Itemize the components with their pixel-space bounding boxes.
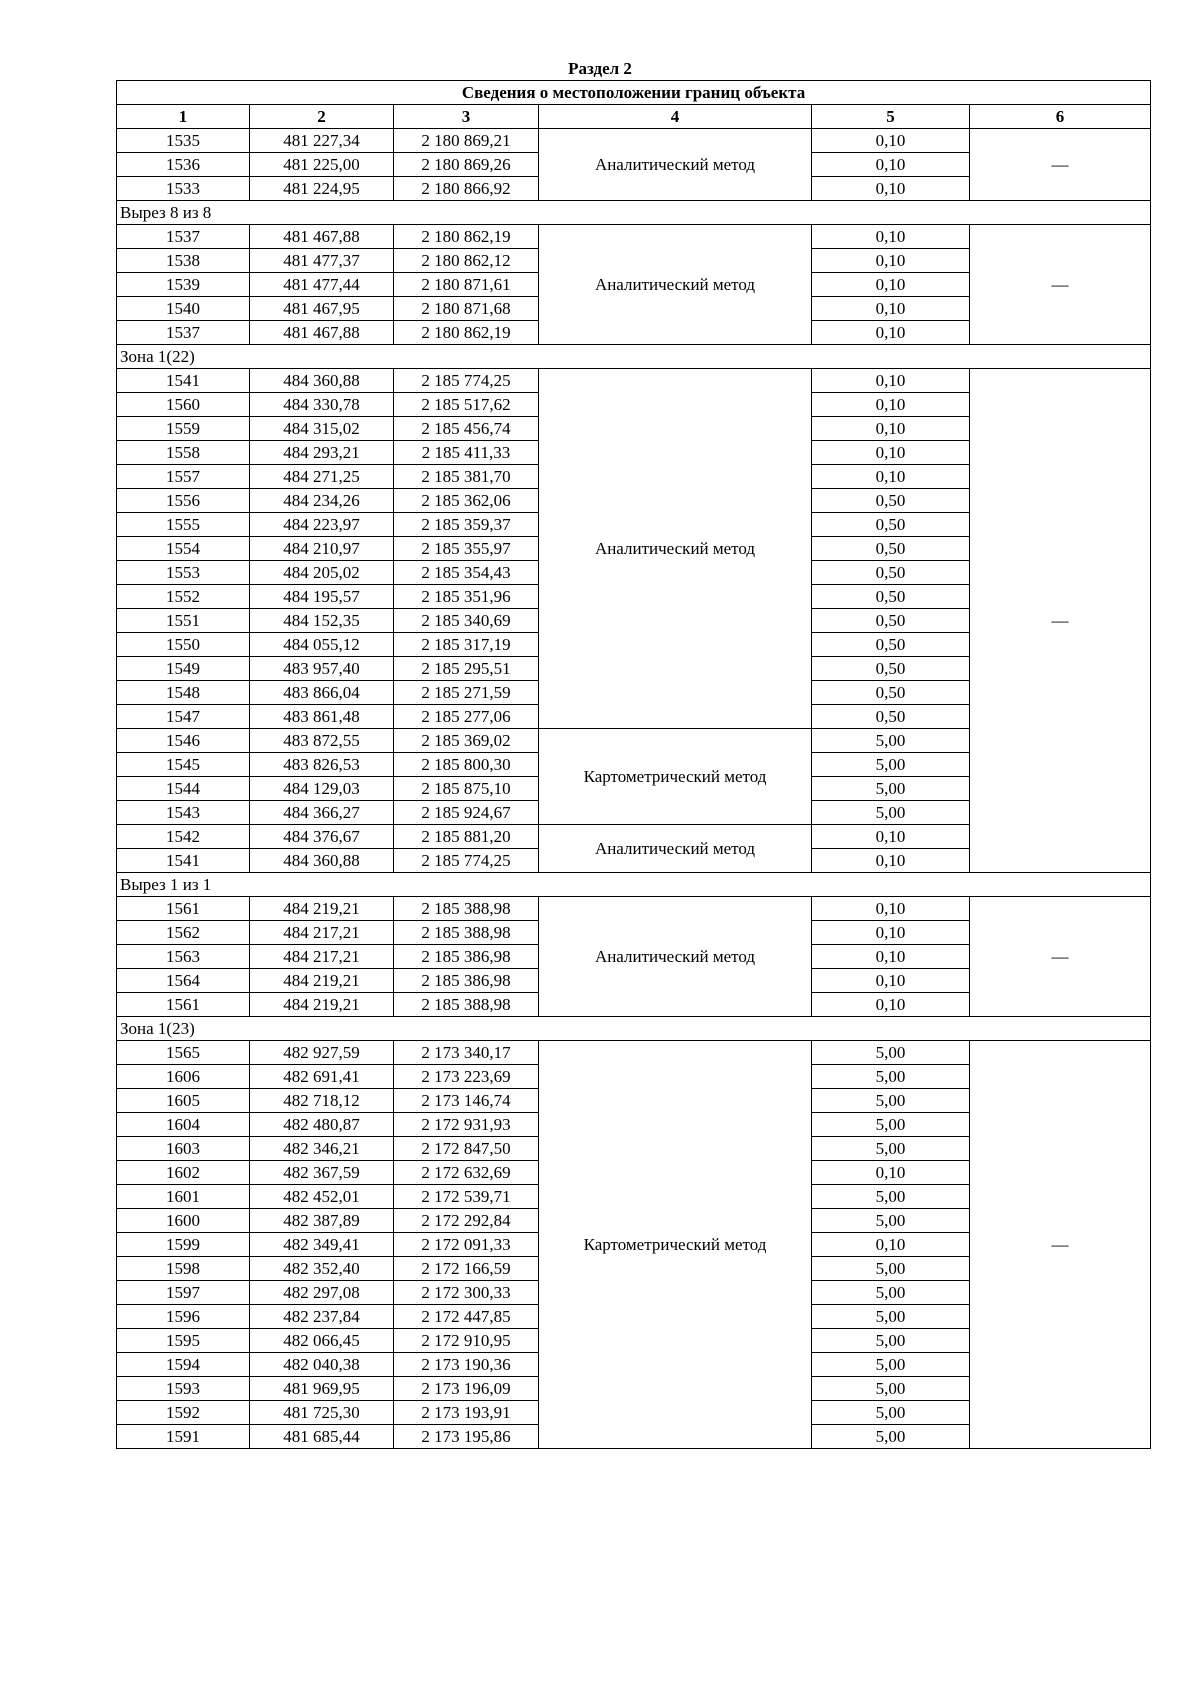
point-number: 1596 <box>117 1305 250 1329</box>
coord-x: 483 861,48 <box>250 705 394 729</box>
coord-y: 2 185 277,06 <box>394 705 539 729</box>
coord-x: 481 725,30 <box>250 1401 394 1425</box>
point-number: 1565 <box>117 1041 250 1065</box>
point-number: 1599 <box>117 1233 250 1257</box>
coord-x: 482 452,01 <box>250 1185 394 1209</box>
coord-y: 2 180 862,19 <box>394 225 539 249</box>
coord-y: 2 180 869,21 <box>394 129 539 153</box>
point-number: 1594 <box>117 1353 250 1377</box>
accuracy-value: 0,10 <box>812 297 970 321</box>
accuracy-value: 5,00 <box>812 1041 970 1065</box>
point-number: 1541 <box>117 369 250 393</box>
point-number: 1538 <box>117 249 250 273</box>
coord-x: 482 349,41 <box>250 1233 394 1257</box>
accuracy-value: 0,50 <box>812 489 970 513</box>
coord-y: 2 185 388,98 <box>394 993 539 1017</box>
accuracy-value: 0,50 <box>812 513 970 537</box>
point-number: 1540 <box>117 297 250 321</box>
point-number: 1543 <box>117 801 250 825</box>
table-row <box>117 129 1151 153</box>
coord-x: 483 872,55 <box>250 729 394 753</box>
point-number: 1561 <box>117 897 250 921</box>
coord-x: 484 152,35 <box>250 609 394 633</box>
accuracy-value: 5,00 <box>812 1401 970 1425</box>
accuracy-value: 0,50 <box>812 609 970 633</box>
accuracy-value: 0,50 <box>812 681 970 705</box>
table-row <box>117 897 1151 921</box>
point-number: 1592 <box>117 1401 250 1425</box>
table-row <box>117 225 1151 249</box>
coord-y: 2 172 292,84 <box>394 1209 539 1233</box>
coord-y: 2 180 862,19 <box>394 321 539 345</box>
coord-x: 484 205,02 <box>250 561 394 585</box>
coord-x: 484 271,25 <box>250 465 394 489</box>
coord-y: 2 185 456,74 <box>394 417 539 441</box>
coord-x: 482 040,38 <box>250 1353 394 1377</box>
coord-x: 482 691,41 <box>250 1065 394 1089</box>
coord-y: 2 185 381,70 <box>394 465 539 489</box>
section-header: Зона 1(23) <box>117 1017 1151 1041</box>
column6-dash: — <box>970 1041 1151 1449</box>
accuracy-value: 0,50 <box>812 537 970 561</box>
method-cell: Картометрический метод <box>539 729 812 825</box>
point-number: 1555 <box>117 513 250 537</box>
coord-x: 482 480,87 <box>250 1113 394 1137</box>
point-number: 1562 <box>117 921 250 945</box>
coord-y: 2 185 774,25 <box>394 369 539 393</box>
coord-x: 482 387,89 <box>250 1209 394 1233</box>
column6-dash: — <box>970 129 1151 201</box>
column-header: 6 <box>970 105 1151 129</box>
coord-x: 483 826,53 <box>250 753 394 777</box>
point-number: 1537 <box>117 225 250 249</box>
point-number: 1552 <box>117 585 250 609</box>
point-number: 1539 <box>117 273 250 297</box>
accuracy-value: 0,10 <box>812 993 970 1017</box>
method-cell: Аналитический метод <box>539 369 812 729</box>
coord-y: 2 172 091,33 <box>394 1233 539 1257</box>
coord-x: 481 224,95 <box>250 177 394 201</box>
accuracy-value: 5,00 <box>812 777 970 801</box>
method-cell: Аналитический метод <box>539 129 812 201</box>
point-number: 1591 <box>117 1425 250 1449</box>
coord-y: 2 172 847,50 <box>394 1137 539 1161</box>
section-title: Раздел 2 <box>568 59 632 78</box>
coord-y: 2 173 146,74 <box>394 1089 539 1113</box>
accuracy-value: 0,10 <box>812 417 970 441</box>
coord-y: 2 180 866,92 <box>394 177 539 201</box>
point-number: 1536 <box>117 153 250 177</box>
coord-x: 484 217,21 <box>250 945 394 969</box>
coord-x: 484 360,88 <box>250 849 394 873</box>
table-title: Сведения о местоположении границ объекта <box>117 81 1151 105</box>
coord-y: 2 185 359,37 <box>394 513 539 537</box>
coord-x: 484 234,26 <box>250 489 394 513</box>
accuracy-value: 0,50 <box>812 705 970 729</box>
point-number: 1541 <box>117 849 250 873</box>
table-row <box>117 1041 1151 1065</box>
coord-x: 484 219,21 <box>250 993 394 1017</box>
coord-y: 2 180 871,61 <box>394 273 539 297</box>
accuracy-value: 0,10 <box>812 273 970 297</box>
point-number: 1561 <box>117 993 250 1017</box>
point-number: 1606 <box>117 1065 250 1089</box>
accuracy-value: 5,00 <box>812 1113 970 1137</box>
coord-x: 481 969,95 <box>250 1377 394 1401</box>
coord-y: 2 172 910,95 <box>394 1329 539 1353</box>
coord-y: 2 173 196,09 <box>394 1377 539 1401</box>
point-number: 1549 <box>117 657 250 681</box>
method-cell: Аналитический метод <box>539 897 812 1017</box>
point-number: 1605 <box>117 1089 250 1113</box>
coord-x: 481 685,44 <box>250 1425 394 1449</box>
accuracy-value: 5,00 <box>812 1137 970 1161</box>
coord-y: 2 173 223,69 <box>394 1065 539 1089</box>
method-cell: Картометрический метод <box>539 1041 812 1449</box>
coord-y: 2 185 388,98 <box>394 897 539 921</box>
coord-x: 482 367,59 <box>250 1161 394 1185</box>
coord-y: 2 185 386,98 <box>394 945 539 969</box>
coord-y: 2 173 195,86 <box>394 1425 539 1449</box>
coord-y: 2 185 388,98 <box>394 921 539 945</box>
point-number: 1600 <box>117 1209 250 1233</box>
table-title-row <box>117 81 1151 105</box>
coord-x: 484 376,67 <box>250 825 394 849</box>
column6-dash: — <box>970 369 1151 873</box>
accuracy-value: 0,10 <box>812 393 970 417</box>
coord-x: 481 467,88 <box>250 225 394 249</box>
coord-x: 481 477,44 <box>250 273 394 297</box>
coord-x: 482 066,45 <box>250 1329 394 1353</box>
accuracy-value: 5,00 <box>812 1065 970 1089</box>
point-number: 1545 <box>117 753 250 777</box>
coord-x: 484 223,97 <box>250 513 394 537</box>
coord-x: 482 237,84 <box>250 1305 394 1329</box>
accuracy-value: 5,00 <box>812 1377 970 1401</box>
point-number: 1593 <box>117 1377 250 1401</box>
accuracy-value: 0,10 <box>812 225 970 249</box>
accuracy-value: 5,00 <box>812 1089 970 1113</box>
point-number: 1542 <box>117 825 250 849</box>
accuracy-value: 5,00 <box>812 1185 970 1209</box>
point-number: 1537 <box>117 321 250 345</box>
point-number: 1604 <box>117 1113 250 1137</box>
section-header-row <box>117 201 1151 225</box>
coord-y: 2 180 871,68 <box>394 297 539 321</box>
accuracy-value: 0,10 <box>812 177 970 201</box>
accuracy-value: 5,00 <box>812 1425 970 1449</box>
coord-y: 2 180 869,26 <box>394 153 539 177</box>
accuracy-value: 5,00 <box>812 801 970 825</box>
column-header: 4 <box>539 105 812 129</box>
accuracy-value: 0,50 <box>812 633 970 657</box>
accuracy-value: 5,00 <box>812 1209 970 1233</box>
coord-y: 2 172 300,33 <box>394 1281 539 1305</box>
point-number: 1551 <box>117 609 250 633</box>
accuracy-value: 5,00 <box>812 753 970 777</box>
point-number: 1557 <box>117 465 250 489</box>
coord-x: 481 467,95 <box>250 297 394 321</box>
accuracy-value: 0,10 <box>812 897 970 921</box>
coord-x: 482 352,40 <box>250 1257 394 1281</box>
section-header-row <box>117 1017 1151 1041</box>
point-number: 1535 <box>117 129 250 153</box>
accuracy-value: 0,10 <box>812 465 970 489</box>
coord-y: 2 185 875,10 <box>394 777 539 801</box>
accuracy-value: 0,50 <box>812 585 970 609</box>
coord-x: 484 293,21 <box>250 441 394 465</box>
accuracy-value: 5,00 <box>812 1281 970 1305</box>
point-number: 1553 <box>117 561 250 585</box>
accuracy-value: 0,10 <box>812 945 970 969</box>
section-header-row <box>117 345 1151 369</box>
accuracy-value: 5,00 <box>812 1329 970 1353</box>
point-number: 1597 <box>117 1281 250 1305</box>
coord-x: 481 227,34 <box>250 129 394 153</box>
coord-x: 484 366,27 <box>250 801 394 825</box>
accuracy-value: 5,00 <box>812 1257 970 1281</box>
column6-dash: — <box>970 897 1151 1017</box>
column-header: 2 <box>250 105 394 129</box>
accuracy-value: 0,10 <box>812 369 970 393</box>
point-number: 1564 <box>117 969 250 993</box>
coord-y: 2 185 317,19 <box>394 633 539 657</box>
coord-x: 482 297,08 <box>250 1281 394 1305</box>
coord-x: 483 957,40 <box>250 657 394 681</box>
coord-y: 2 185 369,02 <box>394 729 539 753</box>
accuracy-value: 0,10 <box>812 1161 970 1185</box>
coord-x: 484 360,88 <box>250 369 394 393</box>
column-header: 3 <box>394 105 539 129</box>
accuracy-value: 0,10 <box>812 849 970 873</box>
coord-y: 2 173 340,17 <box>394 1041 539 1065</box>
coord-y: 2 185 354,43 <box>394 561 539 585</box>
coord-x: 482 346,21 <box>250 1137 394 1161</box>
coord-y: 2 172 632,69 <box>394 1161 539 1185</box>
point-number: 1533 <box>117 177 250 201</box>
coord-x: 484 217,21 <box>250 921 394 945</box>
coord-y: 2 180 862,12 <box>394 249 539 273</box>
point-number: 1598 <box>117 1257 250 1281</box>
boundary-table <box>116 80 1151 1449</box>
accuracy-value: 0,10 <box>812 969 970 993</box>
accuracy-value: 0,10 <box>812 249 970 273</box>
accuracy-value: 5,00 <box>812 1305 970 1329</box>
coord-y: 2 172 539,71 <box>394 1185 539 1209</box>
coord-x: 484 195,57 <box>250 585 394 609</box>
accuracy-value: 0,10 <box>812 441 970 465</box>
coord-y: 2 185 340,69 <box>394 609 539 633</box>
point-number: 1556 <box>117 489 250 513</box>
coord-x: 484 055,12 <box>250 633 394 657</box>
point-number: 1546 <box>117 729 250 753</box>
point-number: 1601 <box>117 1185 250 1209</box>
point-number: 1550 <box>117 633 250 657</box>
coord-x: 484 219,21 <box>250 897 394 921</box>
accuracy-value: 5,00 <box>812 1353 970 1377</box>
accuracy-value: 0,10 <box>812 921 970 945</box>
coord-x: 484 219,21 <box>250 969 394 993</box>
point-number: 1547 <box>117 705 250 729</box>
coord-y: 2 185 295,51 <box>394 657 539 681</box>
coord-y: 2 185 924,67 <box>394 801 539 825</box>
coord-y: 2 185 271,59 <box>394 681 539 705</box>
coord-x: 481 477,37 <box>250 249 394 273</box>
coord-x: 484 315,02 <box>250 417 394 441</box>
coord-y: 2 185 386,98 <box>394 969 539 993</box>
accuracy-value: 0,50 <box>812 657 970 681</box>
method-cell: Аналитический метод <box>539 225 812 345</box>
point-number: 1548 <box>117 681 250 705</box>
coord-y: 2 185 881,20 <box>394 825 539 849</box>
coord-y: 2 173 190,36 <box>394 1353 539 1377</box>
point-number: 1603 <box>117 1137 250 1161</box>
section-header: Вырез 8 из 8 <box>117 201 1151 225</box>
point-number: 1544 <box>117 777 250 801</box>
coord-y: 2 172 166,59 <box>394 1257 539 1281</box>
coord-y: 2 172 931,93 <box>394 1113 539 1137</box>
point-number: 1560 <box>117 393 250 417</box>
section-header: Вырез 1 из 1 <box>117 873 1151 897</box>
coord-y: 2 173 193,91 <box>394 1401 539 1425</box>
point-number: 1595 <box>117 1329 250 1353</box>
coord-x: 484 129,03 <box>250 777 394 801</box>
point-number: 1602 <box>117 1161 250 1185</box>
coord-x: 484 210,97 <box>250 537 394 561</box>
coord-x: 482 718,12 <box>250 1089 394 1113</box>
section-header: Зона 1(22) <box>117 345 1151 369</box>
point-number: 1558 <box>117 441 250 465</box>
point-number: 1559 <box>117 417 250 441</box>
coord-x: 482 927,59 <box>250 1041 394 1065</box>
coord-y: 2 172 447,85 <box>394 1305 539 1329</box>
coord-y: 2 185 800,30 <box>394 753 539 777</box>
method-cell: Аналитический метод <box>539 825 812 873</box>
column-header-row <box>117 105 1151 129</box>
accuracy-value: 0,10 <box>812 1233 970 1257</box>
coord-y: 2 185 411,33 <box>394 441 539 465</box>
accuracy-value: 0,50 <box>812 561 970 585</box>
point-number: 1563 <box>117 945 250 969</box>
table-row <box>117 369 1151 393</box>
coord-y: 2 185 362,06 <box>394 489 539 513</box>
column6-dash: — <box>970 225 1151 345</box>
accuracy-value: 0,10 <box>812 321 970 345</box>
accuracy-value: 0,10 <box>812 825 970 849</box>
section-header-row <box>117 873 1151 897</box>
accuracy-value: 0,10 <box>812 153 970 177</box>
accuracy-value: 0,10 <box>812 129 970 153</box>
coord-y: 2 185 517,62 <box>394 393 539 417</box>
column-header: 5 <box>812 105 970 129</box>
coord-x: 481 467,88 <box>250 321 394 345</box>
coord-y: 2 185 774,25 <box>394 849 539 873</box>
coord-y: 2 185 355,97 <box>394 537 539 561</box>
coord-x: 483 866,04 <box>250 681 394 705</box>
column-header: 1 <box>117 105 250 129</box>
coord-x: 484 330,78 <box>250 393 394 417</box>
coord-y: 2 185 351,96 <box>394 585 539 609</box>
point-number: 1554 <box>117 537 250 561</box>
accuracy-value: 5,00 <box>812 729 970 753</box>
coord-x: 481 225,00 <box>250 153 394 177</box>
